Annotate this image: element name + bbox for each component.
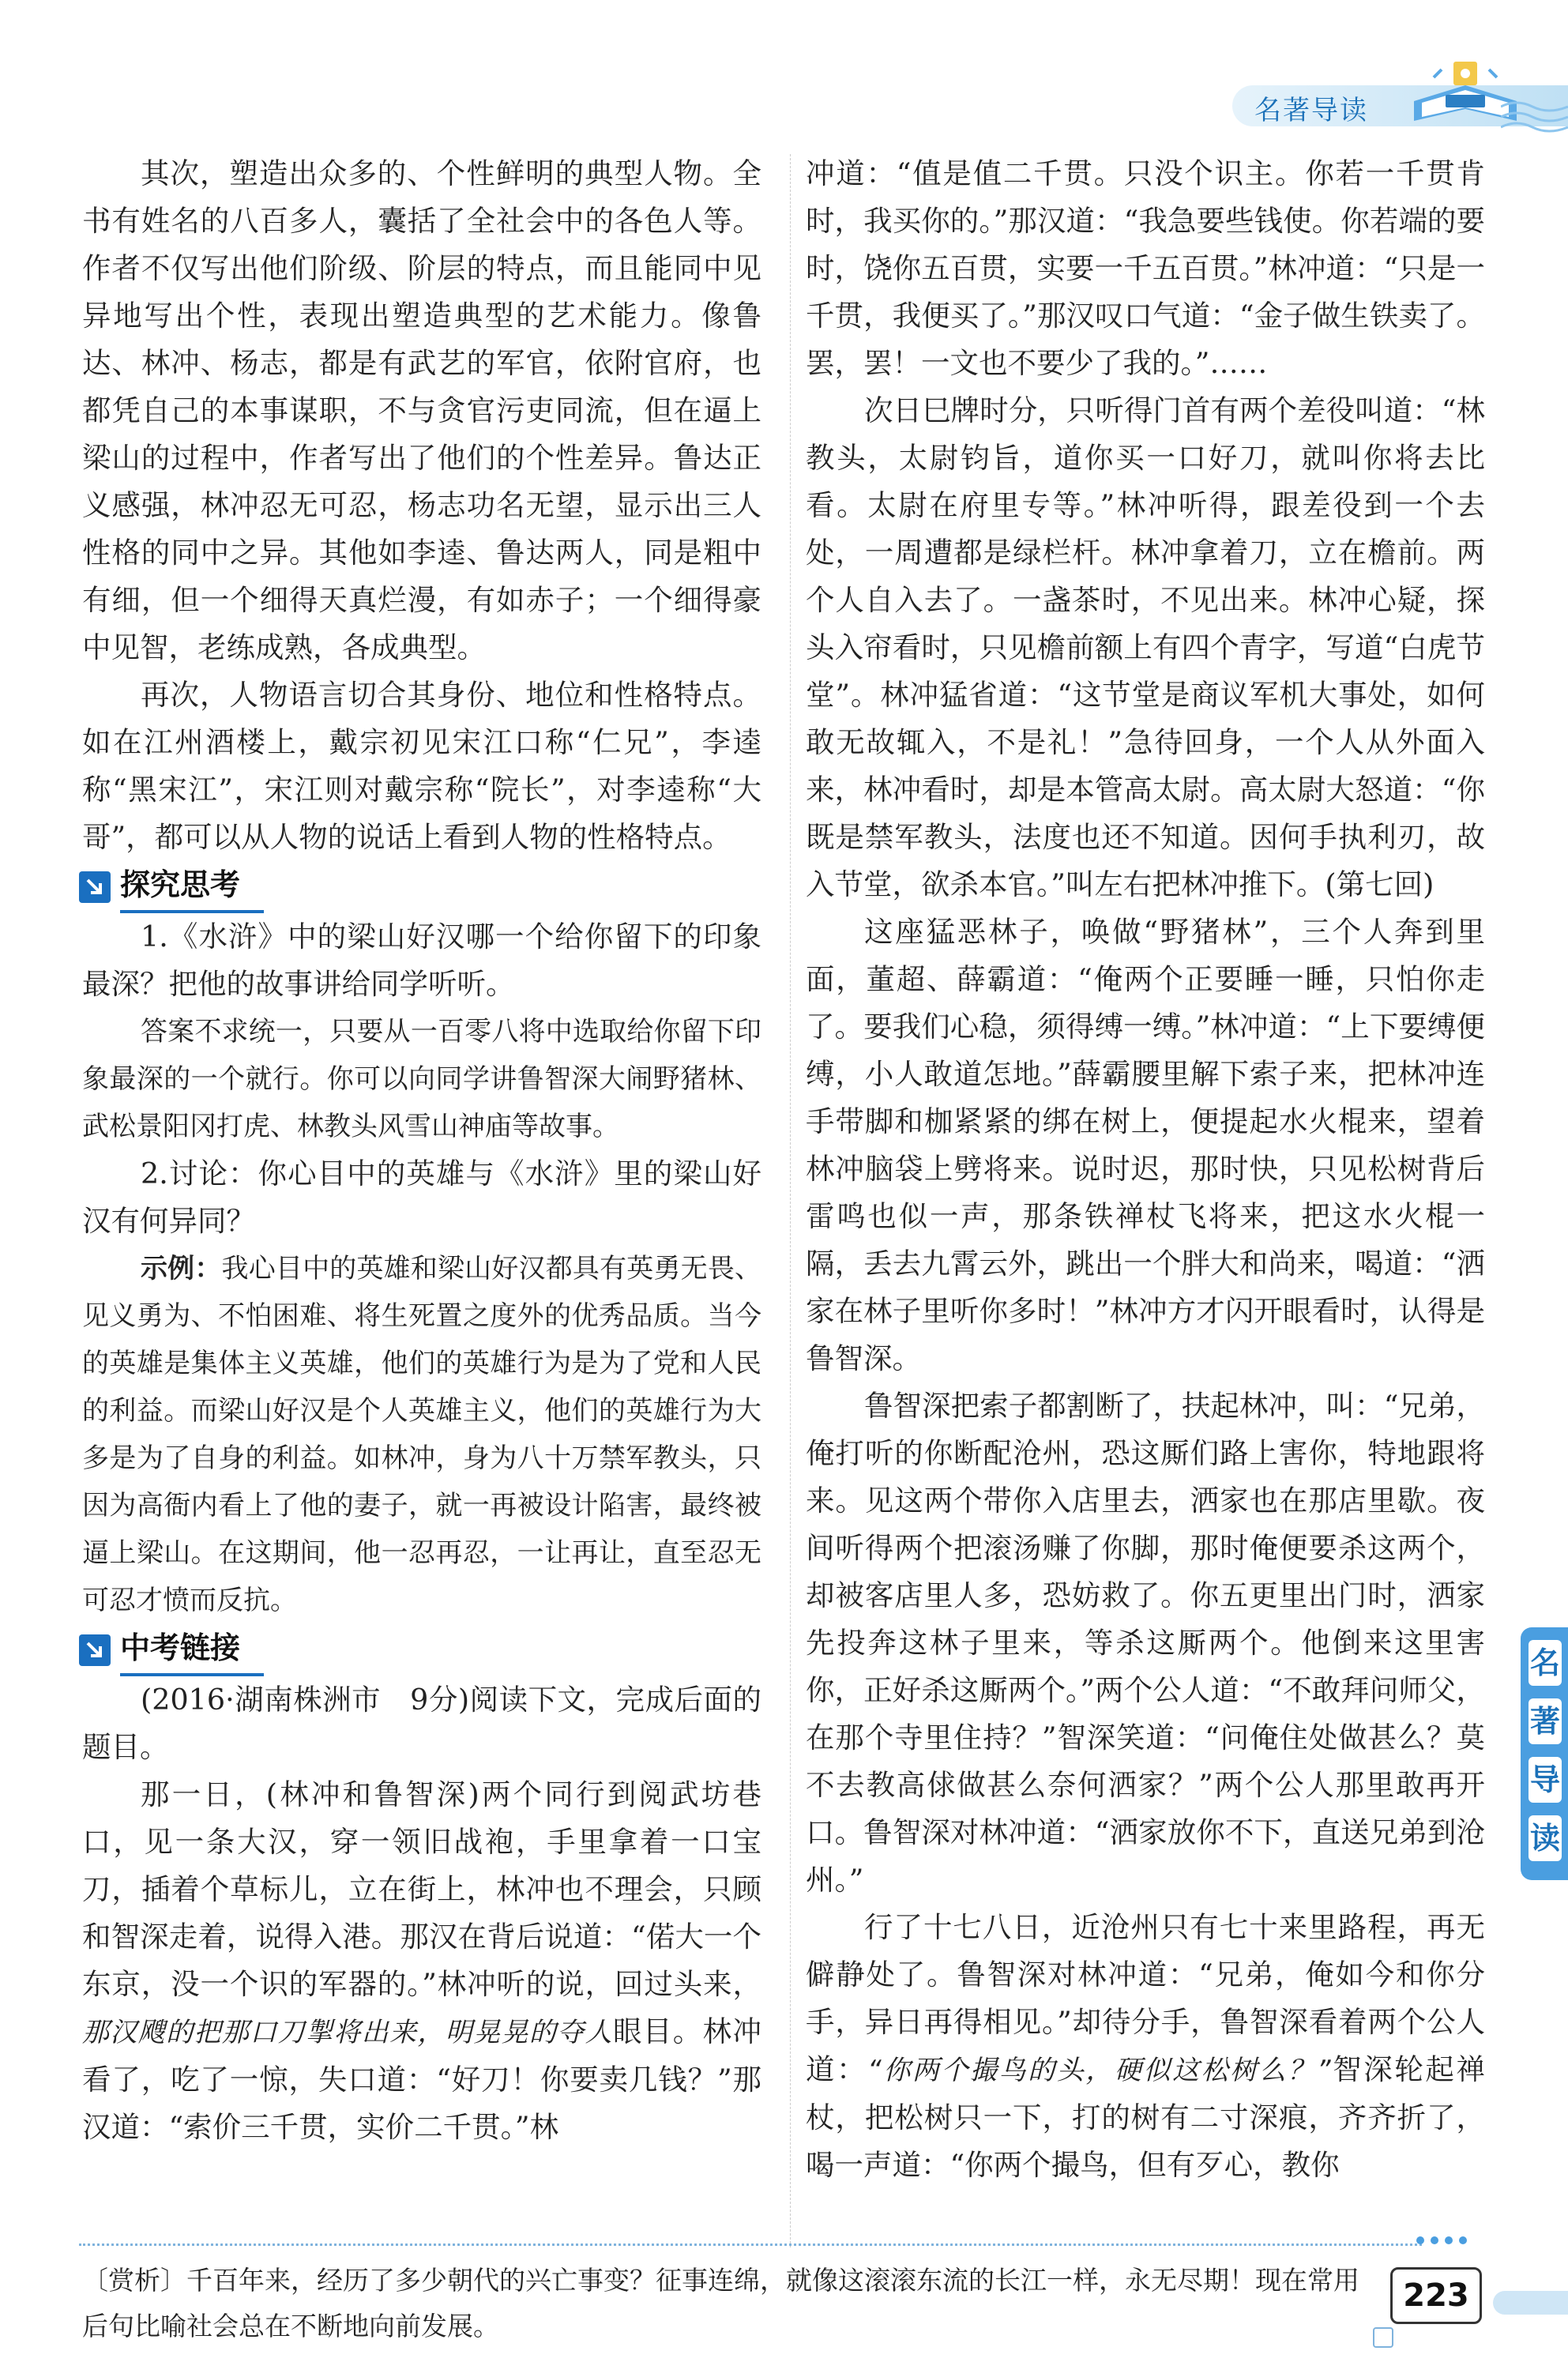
bottom-bar-decoration — [1493, 2291, 1568, 2315]
passage-text: 那一日，(林冲和鲁智深)两个同行到阅武坊巷口，见一条大汉，穿一领旧战袍，手里拿着一口宝刀，插着个草标儿，立在街上，林冲也不理会，只顾和智深走着，说得入港。那汉在背后说道：“偌大一个东京，没一个识的军器的。”林冲听的说，回过头来， — [82, 1777, 761, 2001]
arrow-icon — [79, 871, 111, 903]
question-1: 1.《水浒》中的梁山好汉哪一个给你留下的印象最深？把他的故事讲给同学听听。 — [82, 920, 761, 1001]
answer-2 — [82, 1245, 761, 1624]
side-tab-char: 著 — [1529, 1698, 1562, 1744]
passage-paragraph-4: 鲁智深把索子都割断了，扶起林冲，叫：“兄弟，俺打听的你断配沧州，恐这厮们路上害你，特地跟将来。见这两个带你入店里去，洒家也在那店里歇。夜间听得两个把滚汤赚了你脚，那时俺便要杀这两个，却被客店里人多，恐妨救了。你五更里出门时，洒家先投奔这林子里来，等杀这厮两个。他倒来这里害你，正好杀这厮两个。”两个公人道：“不敢拜问师父，在那个寺里住持？”智深笑道：“问俺住处做甚么？莫不去教高俅做甚么奈何洒家？”两个公人那里敢再开口。鲁智深对林冲道：“洒家放你不下，直送兄弟到沧州。” — [806, 1389, 1485, 1897]
column-divider — [790, 154, 791, 2247]
passage-italic-text: 那汉飕的把那口刀掣将出来，明晃晃的夺人 — [82, 2017, 614, 2048]
passage-paragraph-1 — [82, 1771, 761, 2151]
right-column — [806, 150, 1485, 2189]
left-column — [82, 150, 761, 2151]
passage-paragraph-3: 这座猛恶林子，唤做“野猪林”，三个人奔到里面，董超、薛霸道：“俺两个正要睡一睡，只怕你走了。要我们心稳，须得缚一缚。”林冲道：“上下要缚便缚，小人敢道怎地。”薛霸腰里解下索子来，把林冲连手带脚和枷紧紧的绑在树上，便提起水火棍来，望着林冲脑袋上劈将来。说时迟，那时快，只见松树背后雷鸣也似一声，那条铁禅杖飞将来，把这水火棍一隔，丢去九霄云外，跳出一个胖大和尚来，喝道：“洒家在林子里听你多时！”林冲方才闪开眼看时，认得是鲁智深。 — [806, 915, 1485, 1375]
side-tab-char: 导 — [1529, 1757, 1562, 1803]
section-title-exam: 中考链接 — [120, 1624, 264, 1676]
answer-2-text: 我心目中的英雄和梁山好汉都具有英勇无畏、见义勇为、不怕困难、将生死置之度外的优秀品质。当今的英雄是集体主义英雄，他们的英雄行为是为了党和人民的利益。而梁山好汉是个人英雄主义，他们的英雄行为大多是为了自身的利益。如林冲，身为八十万禁军教头，只因为高衙内看上了他的妻子，就一再被设计陷害，最终被逼上梁山。在这期间，他一忍再忍，一让再让，直至忍无可忍才愤而反抗。 — [82, 1253, 761, 1616]
section-heading-explore — [79, 864, 761, 910]
question-2: 2.讨论：你心目中的英雄与《水浒》里的梁山好汉有何异同？ — [82, 1157, 761, 1238]
section-heading-exam — [79, 1627, 761, 1673]
passage-text: 行了十七八日，近沧州只有七十来里路程，再无僻静处了。鲁智深对林冲道：“兄弟，俺如今和你分手，异日再得相见。”却待分手，鲁智深看着两个公人道： — [806, 1910, 1485, 2086]
footer-divider — [79, 2244, 1422, 2246]
passage-paragraph-2: 次日巳牌时分，只听得门首有两个差役叫道：“林教头，太尉钧旨，道你买一口好刀，就叫你将去比看。太尉在府里专等。”林冲听得，跟差役到一个去处，一周遭都是绿栏杆。林冲拿着刀，立在檐前。两个人自入去了。一盏茶时，不见出来。林冲心疑，探头入帘看时，只见檐前额上有四个青字，写道“白虎节堂”。林冲猛省道：“这节堂是商议军机大事处，如何敢无故辄入，不是礼！”急待回身，一个人从外面入来，林冲看时，却是本管高太尉。高太尉大怒道：“你既是禁军教头，法度也还不知道。因何手执利刃，故入节堂，欲杀本官。”叫左右把林冲推下。(第七回) — [806, 393, 1485, 901]
header-label: 名著导读 — [1254, 95, 1368, 126]
intro-paragraph-2: 再次，人物语言切合其身份、地位和性格特点。如在江州酒楼上，戴宗初见宋江口称“仁兄”，李逵称“黑宋江”，宋江则对戴宗称“院长”，对李逵称“大哥”，都可以从人物的说话上看到人物的性格特点。 — [82, 678, 761, 854]
wave-decoration-icon — [1501, 95, 1568, 134]
answer-1: 答案不求统一，只要从一百零八将中选取给你留下印象最深的一个就行。你可以向同学讲鲁智深大闹野猪林、武松景阳冈打虎、林教头风雪山神庙等故事。 — [82, 1016, 761, 1142]
exam-intro: (2016·湖南株洲市 9分)阅读下文，完成后面的题目。 — [82, 1683, 761, 1764]
dots-decoration-icon — [1414, 2232, 1469, 2248]
passage-text: 智深轮起禅杖，把松树只一下，打的树有二寸深痕，齐齐折了，喝一声道：“你两个撮鸟，但有歹心，教你 — [806, 2052, 1486, 2182]
side-tab-char: 读 — [1529, 1815, 1562, 1861]
passage-text: 眼目。林冲看了，吃了一惊，失口道：“好刀！你要卖几钱？”那汉道：“索价三千贯，实价二千贯。”林 — [82, 2014, 762, 2144]
section-title-explore: 探究思考 — [120, 861, 264, 913]
intro-paragraph-1: 其次，塑造出众多的、个性鲜明的典型人物。全书有姓名的八百多人，囊括了全社会中的各色人等。作者不仅写出他们阶级、阶层的特点，而且能同中见异地写出个性，表现出塑造典型的艺术能力。像鲁达、林冲、杨志，都是有武艺的军官，依附官府，也都凭自己的本事谋职，不与贪官污吏同流，但在逼上梁山的过程中，作者写出了他们的个性差异。鲁达正义感强，林冲忍无可忍，杨志功名无望，显示出三人性格的同中之异。其他如李逵、鲁达两人，同是粗中有细，但一个细得天真烂漫，有如赤子；一个细得豪中见智，老练成熟，各成典型。 — [82, 156, 761, 664]
passage-paragraph-5 — [806, 1904, 1485, 2189]
footer-text: 千百年来，经历了多少朝代的兴亡事变？征事连绵，就像这滚滚东流的长江一样，永无尽期！现在常用后句比喻社会总在不断地向前发展。 — [82, 2265, 1359, 2341]
corner-decoration — [1373, 2327, 1393, 2348]
footer-label: 〔赏析〕 — [82, 2265, 186, 2296]
footer-note — [82, 2258, 1378, 2349]
side-tab-char: 名 — [1529, 1640, 1562, 1686]
arrow-icon — [79, 1634, 111, 1666]
passage-paragraph-continued: 冲道：“值是值二千贯。只没个识主。你若一千贯肯时，我买你的。”那汉道：“我急要些钱使。你若端的要时，饶你五百贯，实要一千五百贯。”林冲道：“只是一千贯，我便买了。”那汉叹口气道：“金子做生铁卖了。罢，罢！一文也不要少了我的。”…… — [806, 156, 1485, 380]
page-number: 223 — [1390, 2267, 1482, 2324]
example-label: 示例： — [141, 1253, 222, 1284]
passage-italic-text: “你两个撮鸟的头，硬似这松树么？” — [867, 2055, 1331, 2086]
